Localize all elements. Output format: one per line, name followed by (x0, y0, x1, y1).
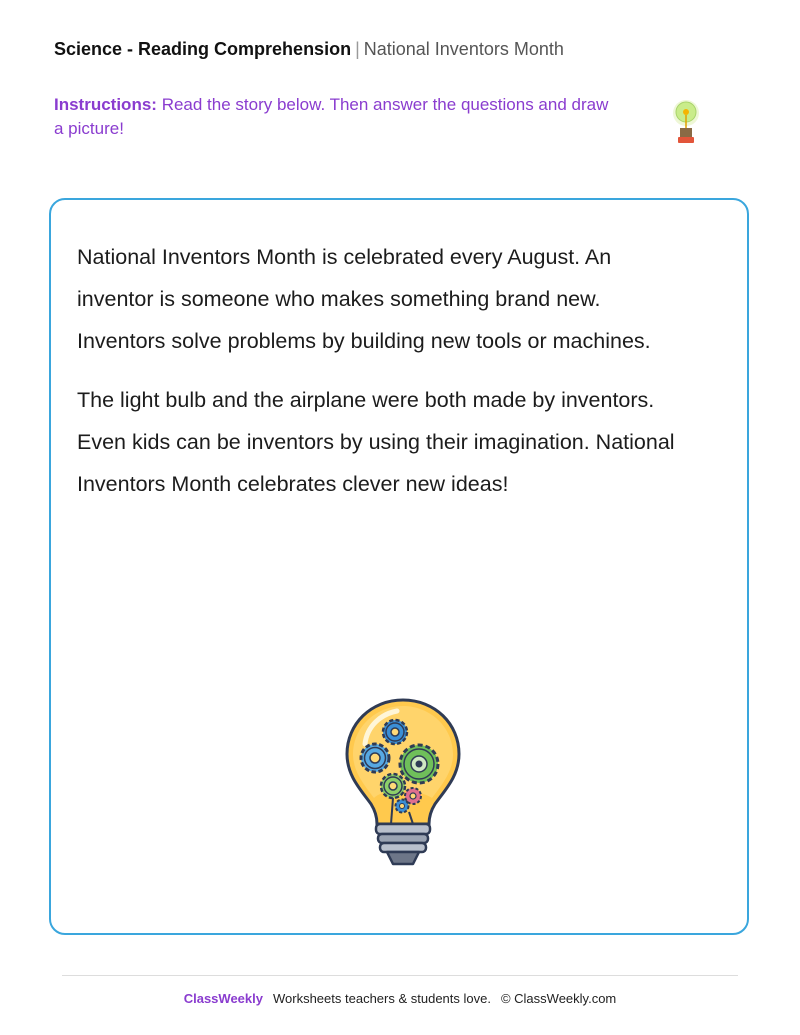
footer-copyright: © ClassWeekly.com (500, 991, 617, 1006)
footer (0, 990, 800, 1008)
instructions (54, 93, 614, 141)
story-box (49, 198, 749, 935)
instructions-label: Instructions: (54, 95, 157, 114)
worksheet-header (54, 37, 564, 61)
small-lightbulb-icon (666, 96, 706, 148)
footer-divider (62, 975, 738, 976)
story-paragraph-2: The light bulb and the airplane were both made by inventors. Even kids can be inventors by using their imagination. National Inventors Month celebrates clever new ideas! (77, 388, 675, 496)
lightbulb-with-gears-illustration (343, 696, 463, 872)
topic-title: National Inventors Month (363, 39, 564, 59)
footer-brand: ClassWeekly (183, 991, 263, 1006)
footer-tagline: Worksheets teachers & students love. (272, 991, 491, 1006)
subject-title: Science - Reading Comprehension (54, 39, 352, 59)
header-separator: | (355, 39, 360, 59)
story-text (77, 236, 687, 522)
story-paragraph-1: National Inventors Month is celebrated every August. An inventor is someone who makes something brand new. Inventors solve problems by building new tools or machines. (77, 245, 651, 353)
instructions-text: Read the story below. Then answer the questions and draw a picture! (54, 95, 609, 138)
